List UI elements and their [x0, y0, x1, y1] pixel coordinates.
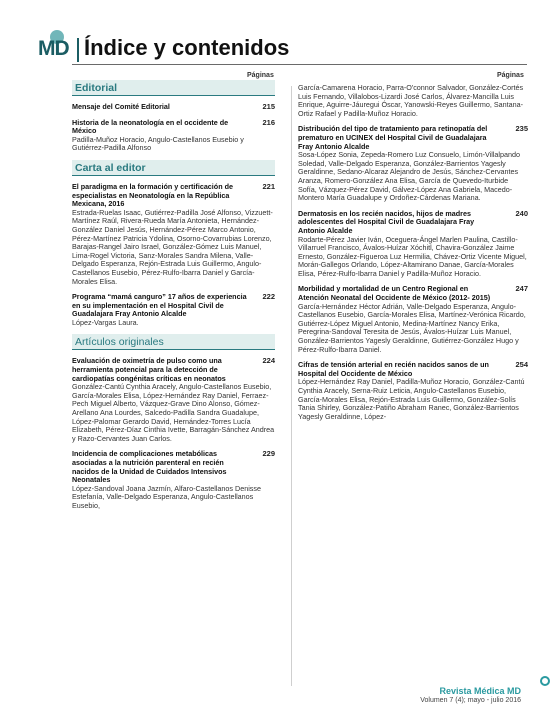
entry-page: 221: [262, 181, 275, 191]
header-separator: [77, 38, 79, 62]
entry-title: Evaluación de oximetría de pulso como una herramienta potencial para la detección de cardiopatías congénitas críticas en neonatos: [72, 356, 226, 383]
volume-info: Volumen 7 (4); mayo - julio 2016: [420, 697, 521, 704]
entry-page: 222: [262, 292, 275, 302]
toc-entry[interactable]: [298, 125, 528, 202]
toc-entry[interactable]: [298, 285, 528, 354]
section-editorial: [72, 80, 275, 96]
entry-page: 216: [262, 117, 275, 127]
entry-page: 224: [262, 356, 275, 366]
entry-title: Cifras de tensión arterial en recién nacidos sanos de un Hospital del Occidente de México: [298, 360, 489, 378]
entry-title: Incidencia de complicaciones metabólicas asociadas a la nutrición parenteral en recién nacidos de la Unidad de Cuidados Intensivos Neonatales: [72, 449, 227, 485]
entry-title: Historia de la neonatología en el occidente de México: [72, 117, 229, 136]
section-title: Carta al editor: [75, 161, 146, 174]
entry-authors: García-Camarena Horacio, Parra-O'connor Salvador, González-Cortés Luis Fernando, Villalobos-Lizardi José Carlos, Álvarez-Mancilla Luis Enrique, Aguirre-Jáuregui Óscar, Yanowski-Reyes Guillermo, Santana-Ortiz Rafael y Padilla-Muñoz Horacio.: [298, 83, 524, 118]
section-title: Artículos originales: [75, 336, 164, 349]
page-footer: [420, 686, 521, 704]
entry-authors: Sosa-López Sonia, Zepeda-Romero Luz Consuelo, Limón-Villalpando Soledad, Valle-Delgado Esperanza, González-Barrientos Yagesly Geraldinne, Sedano-Alcaraz Alejandro de Jesús, Sánchez-Cervantes Aranza, Romero-González Ana Elisa, García de Quevedo-Iturbide Sofía, Vázquez-Pérez David, Gálvez-López Ana Gabriela, Macedo-Montero María Guadalupe y Ordoñez-Cárdenas Mariana.: [298, 150, 521, 203]
entry-title: Distribución del tipo de tratamiento para retinopatía del prematuro en UCINEX del Hospital Civil de Guadalajara Fray Antonio Alcalde: [298, 124, 488, 151]
entry-authors: López-Sandoval Joana Jazmín, Alfaro-Castellanos Denisse Estefanía, Valle-Delgado Esperanza, Angulo-Castellanos Eusebio,: [72, 483, 261, 510]
logo-text: MD: [38, 37, 69, 60]
journal-name: Revista Médica MD: [439, 686, 521, 696]
toc-entry[interactable]: [72, 103, 275, 112]
entry-authors: Rodarte-Pérez Javier Iván, Oceguera-Ángel Marlen Paulina, Castillo-Villarruel Francisco, Ávalos-Huízar Xóchitl, Chavira-González Jaime Ernesto, González-Figueroa Luz Hermilia, Chávez-Ortiz Vicente Miguel, Morán-Gallegos Orlando, López-Altamirano Danae, García-Morales Elisa, Pérez-Rulfo-Ibarra Daniel y Padilla-Muñoz Horacio.: [298, 234, 527, 278]
entry-authors: Padilla-Muñoz Horacio, Angulo-Castellanos Eusebio y Gutiérrez-Padilla Alfonso: [72, 134, 244, 153]
entry-authors: González-Cantú Cynthia Aracely, Angulo-Castellanos Eusebio, García-Morales Elisa, López-Hernández Ray Daniel, Ferraez-Pech Miguel Alberto, Vázquez-Grave Dino Alonso, Gómez-Arellano Ana Lourdes, Salcedo-Padilla Sandra Guadalupe, López-Palomar Gerardo David, Hernández-Torres Lucía Elizabeth, Pérez-Díaz Cinthia Ivette, Barragán-Sánchez Andrea y Razo-Cervantes Juan Carlos.: [72, 382, 275, 443]
entry-title: Dermatosis en los recién nacidos, hijos de madres adolescentes del Hospital Civil de Guadalajara Fray Antonio Alcalde: [298, 208, 475, 235]
pages-heading-left: Páginas: [247, 72, 274, 79]
toc-entry[interactable]: [72, 293, 275, 327]
entry-title: El paradigma en la formación y certificación de especialistas en Neonatología en la República Mexicana, 2016: [72, 181, 233, 209]
entry-title: Programa “mamá canguro” 17 años de experiencia en su implementación en el Hospital Civil de Guadalajara Fray Antonio Alcalde: [72, 292, 247, 319]
toc-entry[interactable]: [298, 210, 528, 279]
right-column: [298, 84, 528, 428]
section-carta-al-editor: [72, 160, 275, 176]
entry-page: 235: [515, 124, 528, 134]
entry-authors: Estrada-Ruelas Isaac, Gutiérrez-Padilla José Alfonso, Vizzuett-Martínez Raúl, Rivera-Rueda María Antonieta, Hernández-González Daniel Jesús, Hernández-Pérez Marco Antonio, Pérez-Martínez Patricia Ydolina, Osorno-Covarrubias Lorenzo, Barajas-Rangel Jairo Israel, González-Gómez Luis Manuel, Lima-Rogel Victoria, Sanz-Morales Sandra Milena, Valle-Delgado Esperanza, Rejón-Estrada Luis Guillermo, Angulo-Castellanos Eusebio, Pérez-Rulfo-Ibarra Daniel y García-Morales Elisa.: [72, 207, 273, 286]
entry-authors: López-Vargas Laura.: [72, 317, 139, 327]
toc-entry[interactable]: [72, 183, 275, 286]
journal-logo: [38, 36, 72, 62]
toc-entry[interactable]: [72, 357, 275, 443]
entry-authors: López-Hernández Ray Daniel, Padilla-Muñoz Horacio, González-Cantú Cynthia Aracely, Serna-Ruiz Leticia, Angulo-Castellanos Eusebio, García-Morales Elisa, Rejón-Estrada Luis Guillermo, González-Solís Tania Shirley, González-Patiño Abraham Ranec, González-Barrientos Yagesly Geraldinne, López-: [298, 377, 525, 421]
entry-page: 247: [515, 284, 528, 294]
pages-heading-right: Páginas: [497, 72, 524, 79]
page-title: Índice y contenidos: [84, 35, 290, 60]
section-articulos-originales: [72, 334, 275, 350]
toc-entry[interactable]: [298, 361, 528, 421]
entry-page: 240: [515, 208, 528, 218]
entry-authors: García-Hernández Héctor Adrián, Valle-Delgado Esperanza, Angulo-Castellanos Eusebio, García-Morales Elisa, Martínez-Verónica Ricardo, Gutiérrez-López Miguel Antonio, Medina-Martínez Nancy Erika, Peregrina-Sandoval Teresita de Jesús, Ávalos-Huízar Luis Manuel, González-Barrientos Yagesly Geraldinne, Gutiérrez-González Hugo y Pérez-Rulfo-Ibarra Daniel.: [298, 301, 526, 354]
continued-authors: [298, 84, 528, 118]
column-divider: [291, 86, 292, 686]
entry-title: Morbilidad y mortalidad de un Centro Regional en Atención Neonatal del Occidente de México (2012- 2015): [298, 284, 491, 303]
toc-entry[interactable]: [72, 119, 275, 153]
left-column: [72, 76, 275, 518]
journal-mark-icon: [540, 676, 550, 686]
toc-entry[interactable]: [72, 450, 275, 510]
entry-page: 254: [515, 360, 528, 370]
header-rule: [72, 64, 527, 65]
entry-title: Mensaje del Comité Editorial: [72, 102, 170, 111]
entry-page: 215: [262, 102, 275, 111]
entry-page: 229: [262, 449, 275, 459]
section-title: Editorial: [75, 82, 118, 94]
